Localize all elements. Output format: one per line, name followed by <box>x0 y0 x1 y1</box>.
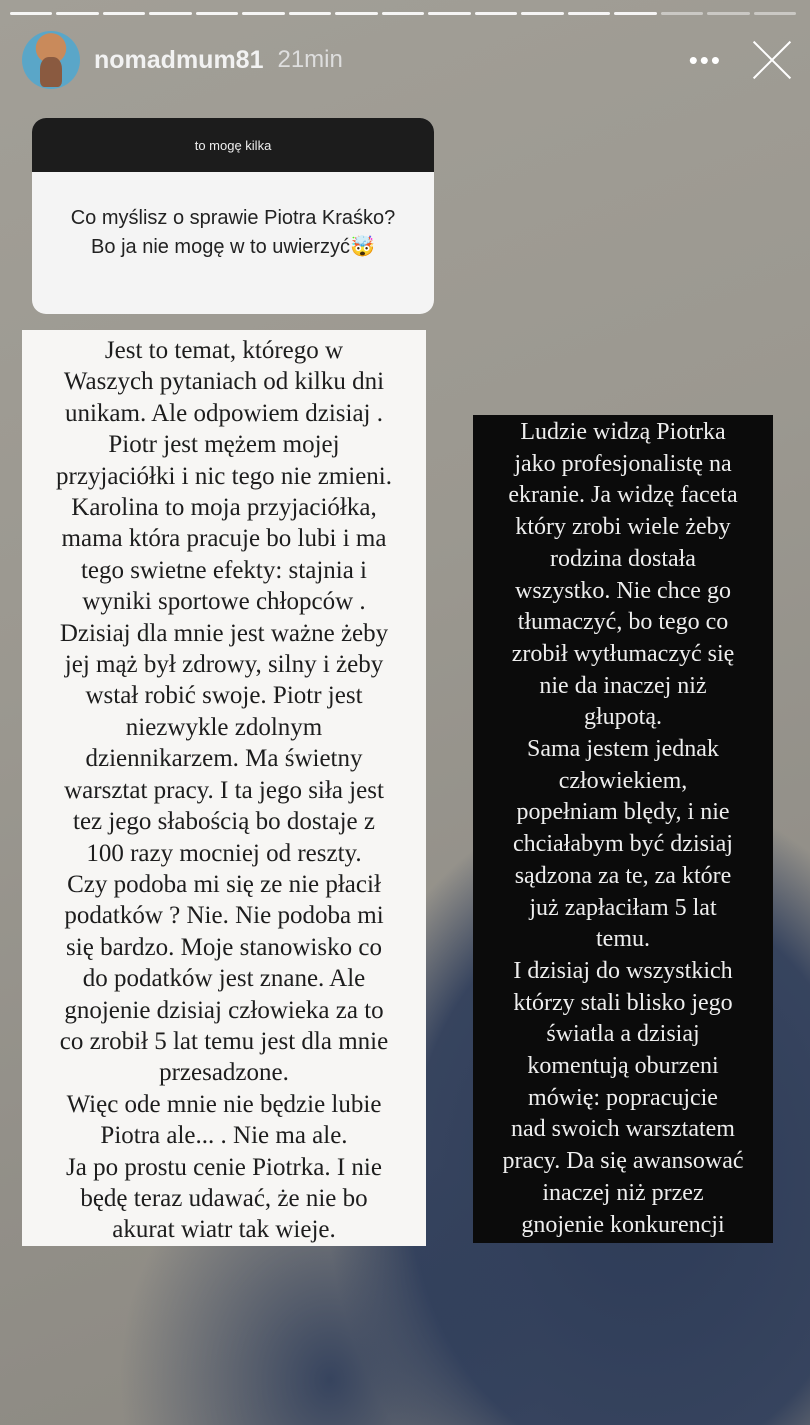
progress-segment <box>382 12 424 15</box>
progress-segment <box>475 12 517 15</box>
text-line: Jest to temat, którego w <box>104 337 344 364</box>
progress-segment <box>754 12 796 15</box>
answer-text-left <box>22 330 426 1246</box>
progress-segment <box>149 12 191 15</box>
text-line: którzy stali blisko jego <box>513 989 733 1016</box>
text-line: popełniam blędy, i nie <box>516 799 730 826</box>
progress-segment <box>335 12 377 15</box>
text-line: niezwykle zdolnym <box>125 713 323 741</box>
text-line: chciałabym być dzisiaj <box>513 831 733 858</box>
question-sticker <box>32 118 434 314</box>
text-line: rodzina dostała <box>550 545 696 572</box>
text-line: unikam. Ale odpowiem dzisiaj . <box>64 399 383 427</box>
text-line: tez jego słabością bo dostaje z <box>73 808 375 836</box>
text-line: Czy podoba mi się ze nie płacił <box>67 870 381 898</box>
progress-segment <box>661 12 703 15</box>
text-line: warsztat pracy. I ta jego siła jest <box>64 776 384 804</box>
progress-segment <box>103 12 145 15</box>
text-line: jako profesjonalistę na <box>514 450 732 477</box>
text-line: do podatków jest znane. Ale <box>82 965 366 993</box>
text-line: podatków ? Nie. Nie podoba mi <box>64 902 384 930</box>
close-icon[interactable] <box>752 40 792 80</box>
text-line: światla a dzisiaj <box>546 1021 700 1048</box>
text-line: 100 razy mocniej od reszty. <box>86 839 362 867</box>
timestamp: 21min <box>277 46 343 73</box>
text-line: Więc ode mnie nie będzie lubie <box>66 1090 382 1118</box>
text-line: przesadzone. <box>159 1059 289 1087</box>
question-header: to mogę kilka <box>32 118 434 172</box>
text-line: Dzisiaj dla mnie jest ważne żeby <box>59 619 389 647</box>
text-line: gnojenie konkurencji <box>521 1211 725 1238</box>
story-header <box>22 30 792 90</box>
progress-segment <box>614 12 656 15</box>
progress-segment <box>568 12 610 15</box>
story-progress-bar <box>10 12 796 15</box>
text-line: gnojenie dzisiaj człowieka za to <box>64 996 384 1024</box>
username[interactable]: nomadmum81 <box>94 45 264 74</box>
text-line: który zrobi wiele żeby <box>515 514 731 541</box>
text-line: nie da inaczej niż <box>539 672 707 699</box>
text-line: temu. <box>596 926 650 953</box>
text-line: inaczej niż przez <box>542 1179 704 1206</box>
question-text: Co myślisz o sprawie Piotra Kraśko? Bo ja nie mogę w to uwierzyć🤯 <box>70 207 396 258</box>
progress-segment <box>707 12 749 15</box>
text-line: zrobił wytłumaczyć się <box>511 640 735 667</box>
text-line: Waszych pytaniach od kilku dni <box>63 368 385 396</box>
progress-segment <box>56 12 98 15</box>
text-line: komentują oburzeni <box>527 1053 719 1080</box>
text-line: tłumaczyć, bo tego co <box>517 609 729 636</box>
text-line: mama która pracuje bo lubi i ma <box>61 525 387 553</box>
text-line: Piotra ale... . Nie ma ale. <box>100 1122 348 1150</box>
text-line: co zrobił 5 lat temu jest dla mnie <box>59 1027 389 1055</box>
progress-segment <box>242 12 284 15</box>
text-line: akurat wiatr tak wieje. <box>112 1216 336 1244</box>
progress-segment <box>196 12 238 15</box>
text-line: Karolina to moja przyjaciółka, <box>71 494 377 522</box>
text-line: dziennikarzem. Ma świetny <box>85 745 363 773</box>
text-line: Ludzie widzą Piotrka <box>520 419 726 445</box>
text-line: już zapłaciłam 5 lat <box>529 894 717 921</box>
text-line: przyjaciółki i nic tego nie zmieni. <box>56 462 392 490</box>
text-line: Ja po prostu cenie Piotrka. I nie <box>66 1153 382 1181</box>
text-line: będę teraz udawać, że nie bo <box>80 1184 368 1212</box>
text-line: wszystko. Nie chce go <box>515 577 731 604</box>
progress-segment <box>428 12 470 15</box>
avatar[interactable] <box>22 31 80 89</box>
text-line: człowiekiem, <box>558 767 688 794</box>
text-line: jej mąż był zdrowy, silny i żeby <box>64 651 384 679</box>
progress-segment <box>521 12 563 15</box>
text-line: nad swoich warsztatem <box>511 1116 735 1143</box>
answer-text-right <box>473 415 773 1243</box>
text-line: wstał robić swoje. Piotr jest <box>85 682 363 710</box>
text-line: mówię: popracujcie <box>528 1084 718 1111</box>
text-line: wyniki sportowe chłopców . <box>82 588 366 616</box>
text-line: tego swietne efekty: stajnia i <box>80 556 368 584</box>
text-line: się bardzo. Moje stanowisko co <box>66 933 382 961</box>
text-line: ekranie. Ja widzę faceta <box>508 482 738 509</box>
more-horizontal-icon[interactable]: ••• <box>688 44 722 75</box>
text-line: sądzona za te, za które <box>514 862 732 889</box>
text-line: Sama jestem jednak <box>527 736 719 763</box>
text-line: głupotą. <box>584 704 662 731</box>
progress-segment <box>289 12 331 15</box>
progress-segment <box>10 12 52 15</box>
text-line: Piotr jest mężem mojej <box>108 431 340 459</box>
text-line: pracy. Da się awansować <box>502 1148 744 1175</box>
text-line: I dzisiaj do wszystkich <box>513 957 733 984</box>
